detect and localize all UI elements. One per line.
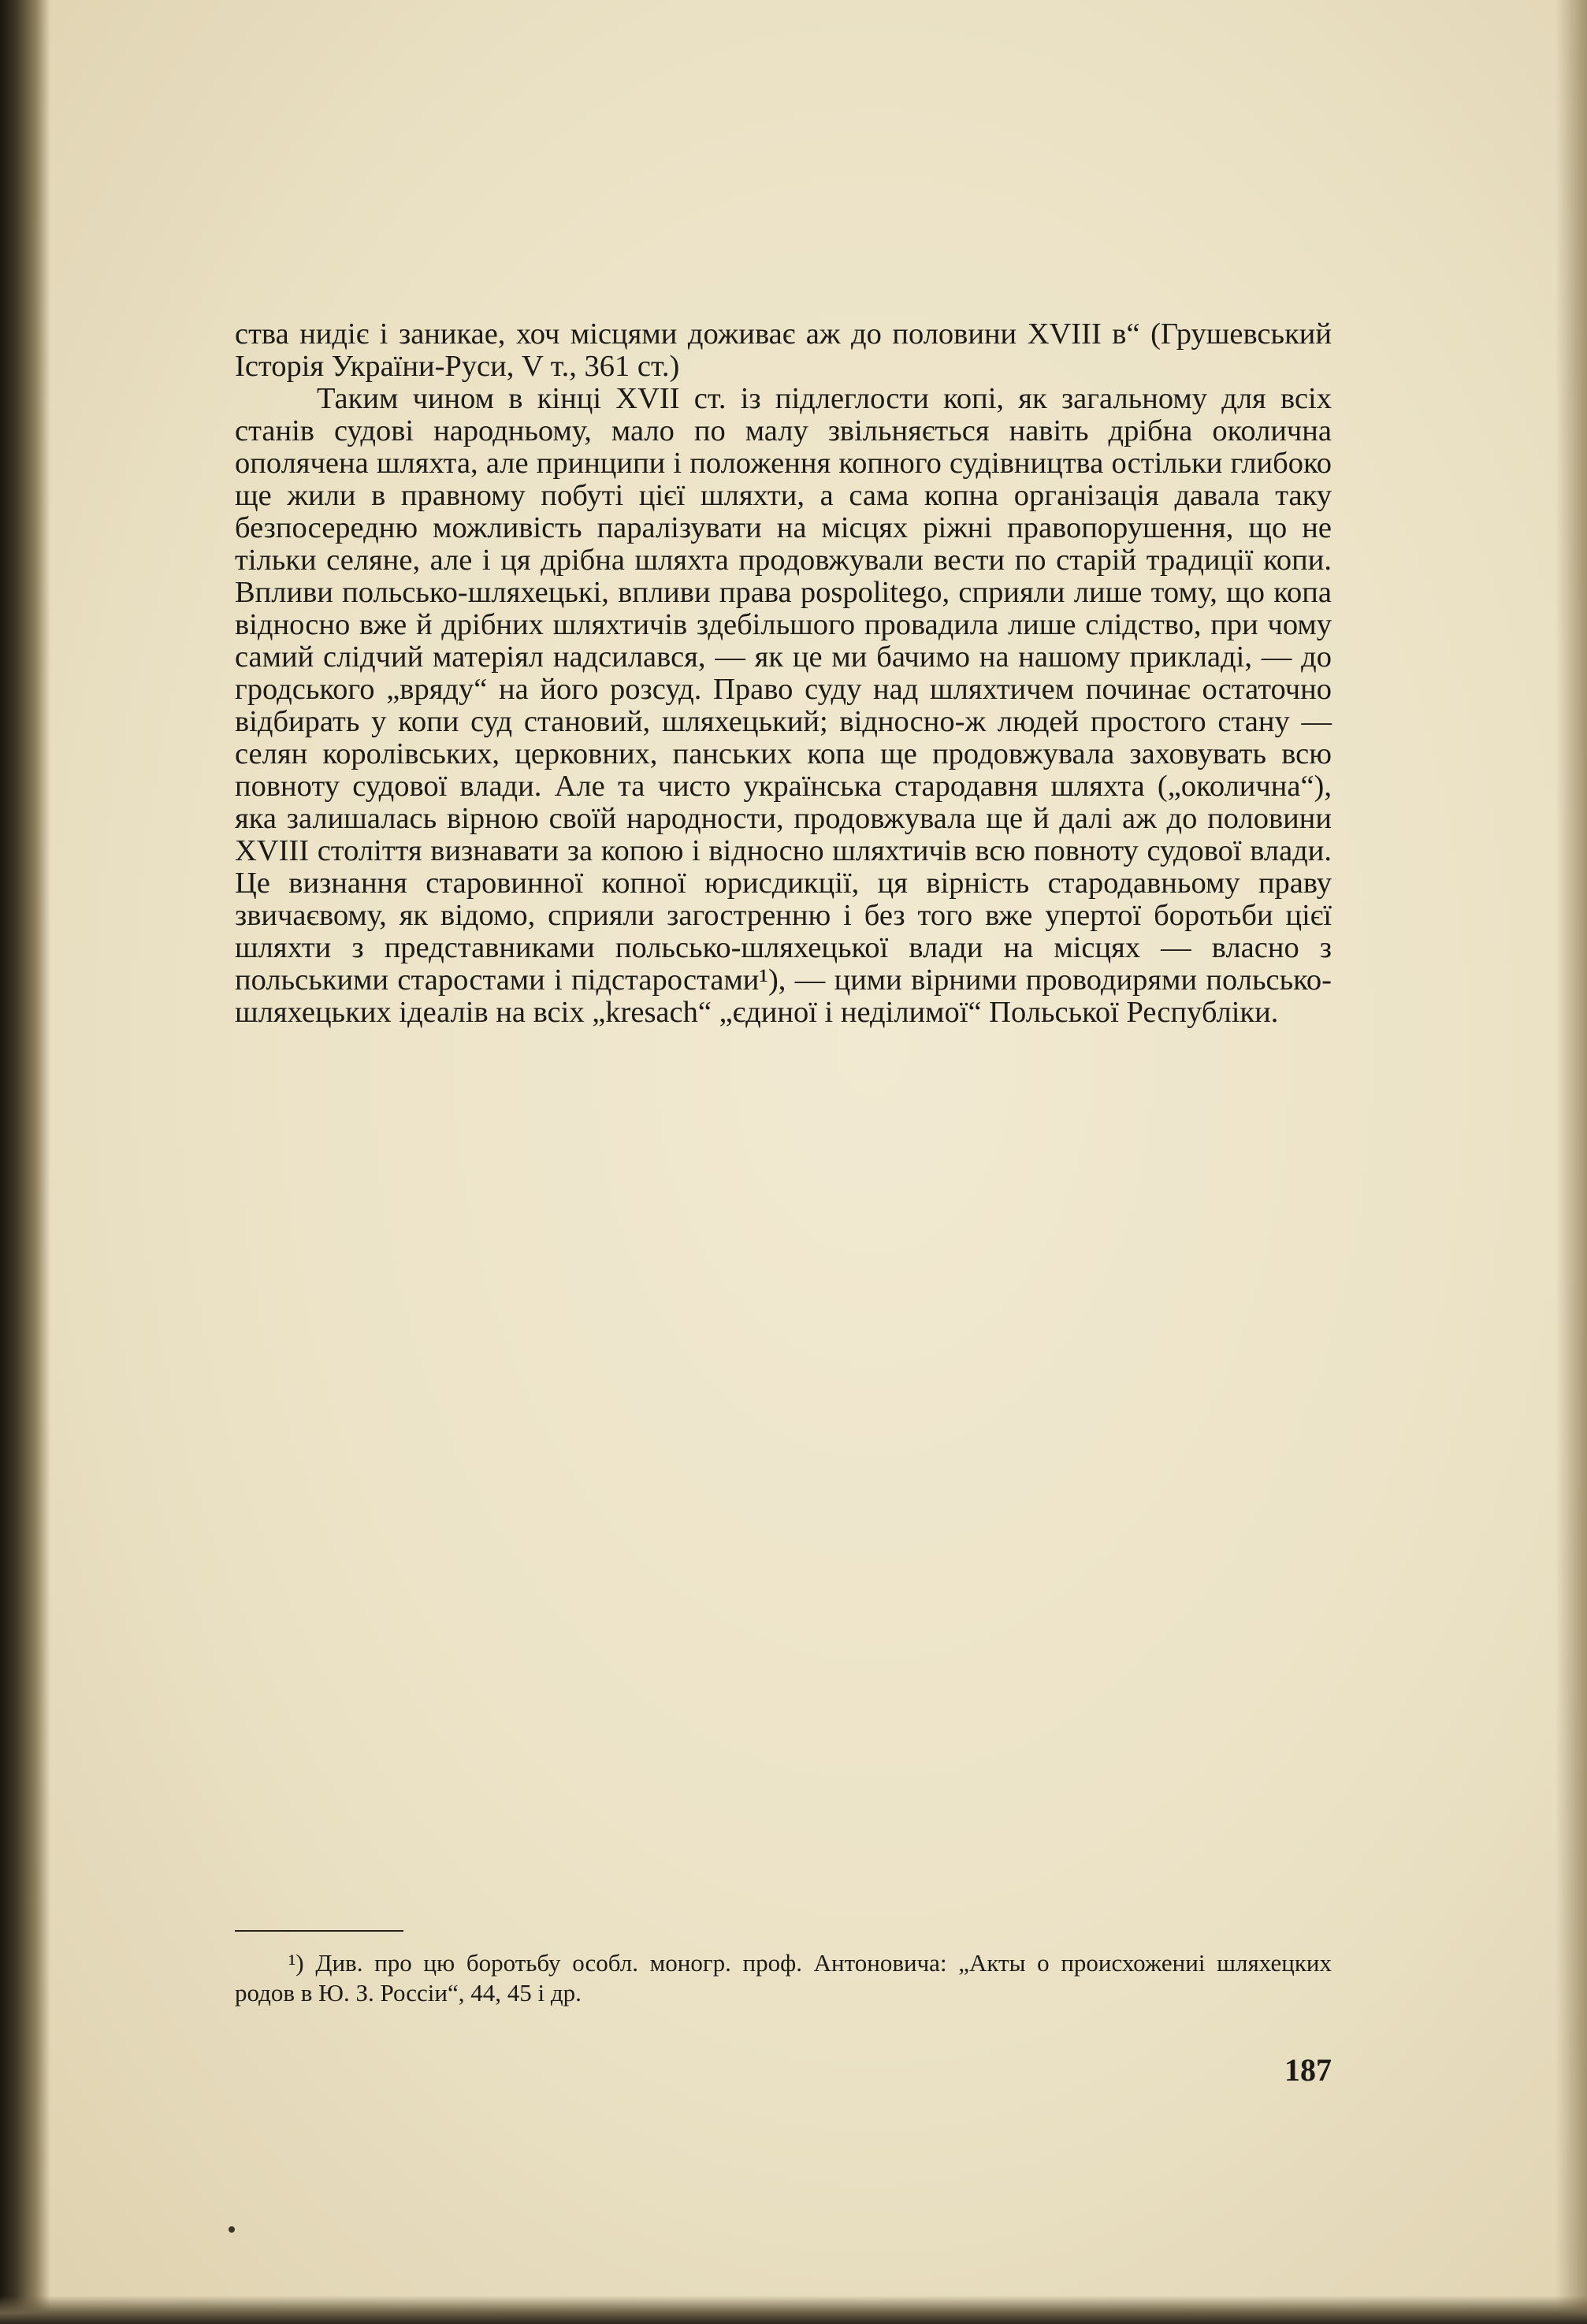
page-number: 187 bbox=[1284, 2052, 1332, 2088]
scan-edge-right bbox=[1555, 0, 1587, 2324]
footnote-separator bbox=[235, 1930, 403, 1932]
paragraph-continuation: ства нидіє і заникае, хоч місцями доживає аж до половини XVIII в“ (Грушевський Історія України-Руси, V т., 361 ст.) bbox=[235, 317, 1332, 383]
ink-speck bbox=[229, 2226, 235, 2233]
scan-edge-left bbox=[0, 0, 50, 2324]
footnote-text: ¹) Див. про цю боротьбу особл. моногр. проф. Антоновича: „Акты о происхожениі шляхецких родов в Ю. З. Россіи“, 44, 45 і др. bbox=[235, 1949, 1332, 2007]
footnote bbox=[235, 1948, 1332, 2008]
main-text bbox=[235, 318, 1332, 1029]
paragraph-main: Таким чином в кінці XVII ст. із підлеглости копі, як загальному для всіх станів судові народньому, мало по малу звільняється навіть дрібна околична ополячена шляхта, але принципи і положення копного судівництва остільки глибоко ще жили в правному побуті цієї шляхти, а сама копна організація давала таку безпосередню можливість паралізувати на місцях ріжні правопорушення, що не тільки селяне, але і ця дрібна шляхта продовжували вести по старій традиції копи. Впливи польсько-шляхецькі, впливи права pospolitego, сприяли лише тому, що копа відносно вже й дрібних шляхтичів здебільшого провадила лише слідство, при чому самий слідчий матеріял надсилався, — як це ми бачимо на нашому прикладі, — до гродського „вряду“ на його розсуд. Право суду над шляхтичем починає остаточно відбирать у копи суд становий, шляхецький; відносно-ж людей простого стану — селян королівських, церковних, панських копа ще продовжувала заховувать всю повноту судової влади. Але та чисто українська стародавня шляхта („околична“), яка залишалась вірною своїй народности, продовжувала ще й далі аж до половини XVIII століття визнавати за копою і відносно шляхтичів всю повноту судової влади. Це визнання старовинної копної юрисдикції, ця вірність стародавньому праву звичаєвому, як відомо, сприяли загостренню і без того вже упертої боротьби цієї шляхти з представниками польсько-шляхецької влади на місцях — власно з польськими старостами і підстаростами¹), — цими вірними проводирями польсько-шляхецьких ідеалів на всіх „kresach“ „єдиної і неділимої“ Польської Республіки. bbox=[235, 382, 1332, 1029]
scan-edge-bottom bbox=[0, 2296, 1587, 2324]
